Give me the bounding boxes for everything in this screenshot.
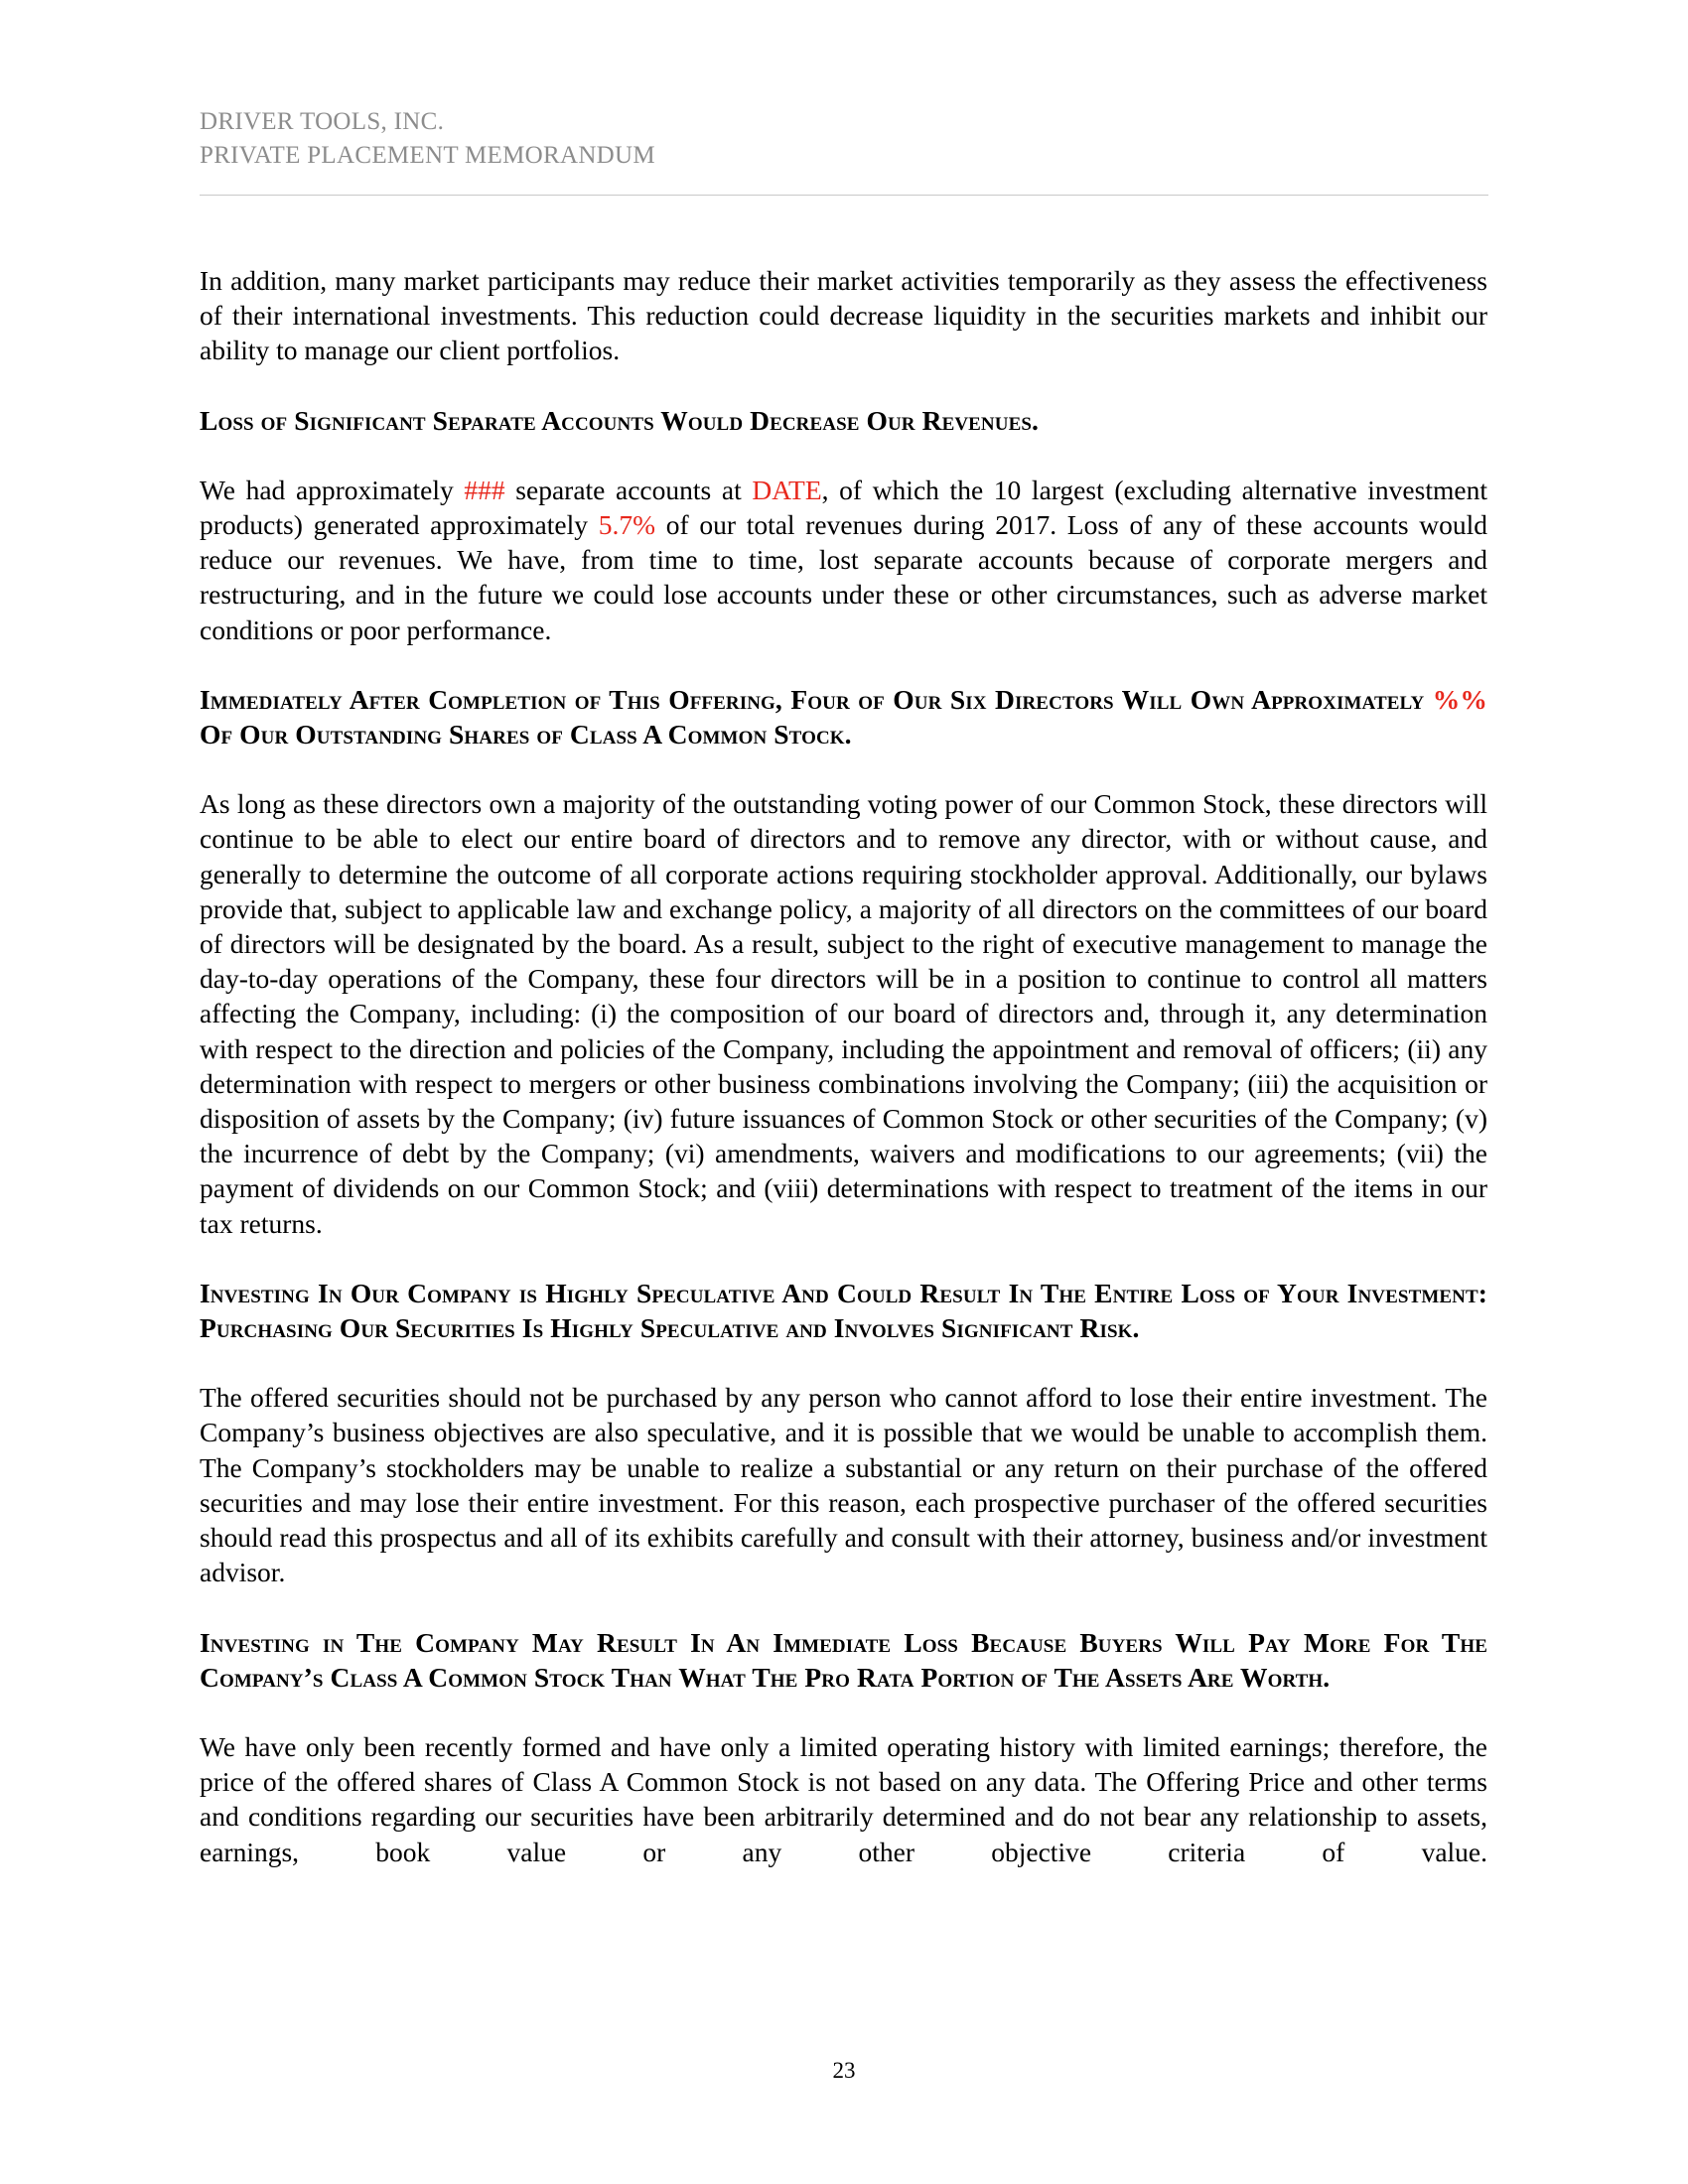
page-body <box>200 263 1487 1869</box>
text-run: Immediately After Completion of This Offering, Four of Our Six Directors Will Own Approximately <box>200 683 1433 715</box>
text-run: , of which the 10 largest (excluding alternative investment products) generated approximately <box>200 474 1487 541</box>
text-run: We had approximately <box>200 474 465 505</box>
paragraph-market-participants: In addition, many market participants may reduce their market activities temporarily as they assess the effectiveness of their international investments. This reduction could decrease liquidity in the securities markets and inhibit our ability to manage our client portfolios. <box>200 265 1487 366</box>
heading-director-ownership <box>200 682 1487 751</box>
placeholder-revenue-percent: 5.7% <box>598 509 655 541</box>
heading-speculative-investment: Investing In Our Company is Highly Speculative And Could Result In The Entire Loss of Your Investment: Purchasing Our Securities Is Highly Speculative and Involves Significant Risk. <box>200 1277 1487 1344</box>
header-company-name: DRIVER TOOLS, INC. <box>200 108 445 135</box>
placeholder-ownership-percent: %% <box>1432 683 1487 715</box>
paragraph-director-control: As long as these directors own a majority of the outstanding voting power of our Common Stock, these directors will continue to be able to elect our entire board of directors and to remove any director, with or without cause, and generally to determine the outcome of all corporate actions requiring stockholder approval. Additionally, our bylaws provide that, subject to applicable law and exchange policy, a majority of all directors on the committees of our board of directors will be designated by the board. As a result, subject to the right of executive management to manage the day-to-day operations of the Company, these four directors will be in a position to continue to control all matters affecting the Company, including: (i) the composition of our board of directors and, through it, any determination with respect to the direction and policies of the Company, including the appointment and removal of officers; (ii) any determination with respect to mergers or other business combinations involving the Company; (iii) the acquisition or disposition of assets by the Company; (iv) future issuances of Common Stock or other securities of the Company; (v) the incurrence of debt by the Company; (vi) amendments, waivers and modifications to our agreements; (vii) the payment of dividends on our Common Stock; and (viii) determinations with respect to treatment of the items in our tax returns. <box>200 788 1487 1239</box>
running-header <box>200 105 655 173</box>
page-number: 23 <box>832 2058 856 2083</box>
text-run: Of Our Outstanding Shares of Class A Common Stock. <box>200 719 852 751</box>
heading-immediate-loss: Investing in The Company May Result In An Immediate Loss Because Buyers Will Pay More For The Company’s Class A Common Stock Than What The Pro Rata Portion of The Assets Are Worth. <box>200 1626 1487 1693</box>
heading-loss-of-separate-accounts: Loss of Significant Separate Accounts Would Decrease Our Revenues. <box>200 404 1039 436</box>
paragraph-speculative-investment: The offered securities should not be purchased by any person who cannot afford to lose their entire investment. The Company’s business objectives are also speculative, and it is possible that we would be unable to accomplish them. The Company’s stockholders may be unable to realize a substantial or any return on their purchase of the offered securities and may lose their entire investment. For this reason, each prospective purchaser of the offered securities should read this prospectus and all of its exhibits carefully and consult with their attorney, business and/or investment advisor. <box>200 1382 1487 1588</box>
text-run: separate accounts at <box>504 474 753 505</box>
placeholder-account-count: ### <box>464 474 505 505</box>
text-run: of our total revenues during 2017. Loss of any of these accounts would reduce our revenues. We have, from time to time, lost separate accounts because of corporate mergers and restructuring, and in the future we could lose accounts under these or other circumstances, such as adverse market conditions or poor performance. <box>200 509 1487 645</box>
paragraph-separate-accounts <box>200 473 1487 647</box>
paragraph-offering-price: We have only been recently formed and have only a limited operating history with limited earnings; therefore, the price of the offered shares of Class A Common Stock is not based on any data. The Offering Price and other terms and conditions regarding our securities have been arbitrarily determined and do not bear any relationship to assets, earnings, book value or any other objective criteria of value. <box>200 1730 1487 1867</box>
placeholder-date: DATE <box>752 474 822 505</box>
header-document-title: PRIVATE PLACEMENT MEMORANDUM <box>200 142 655 169</box>
header-divider <box>200 195 1488 196</box>
